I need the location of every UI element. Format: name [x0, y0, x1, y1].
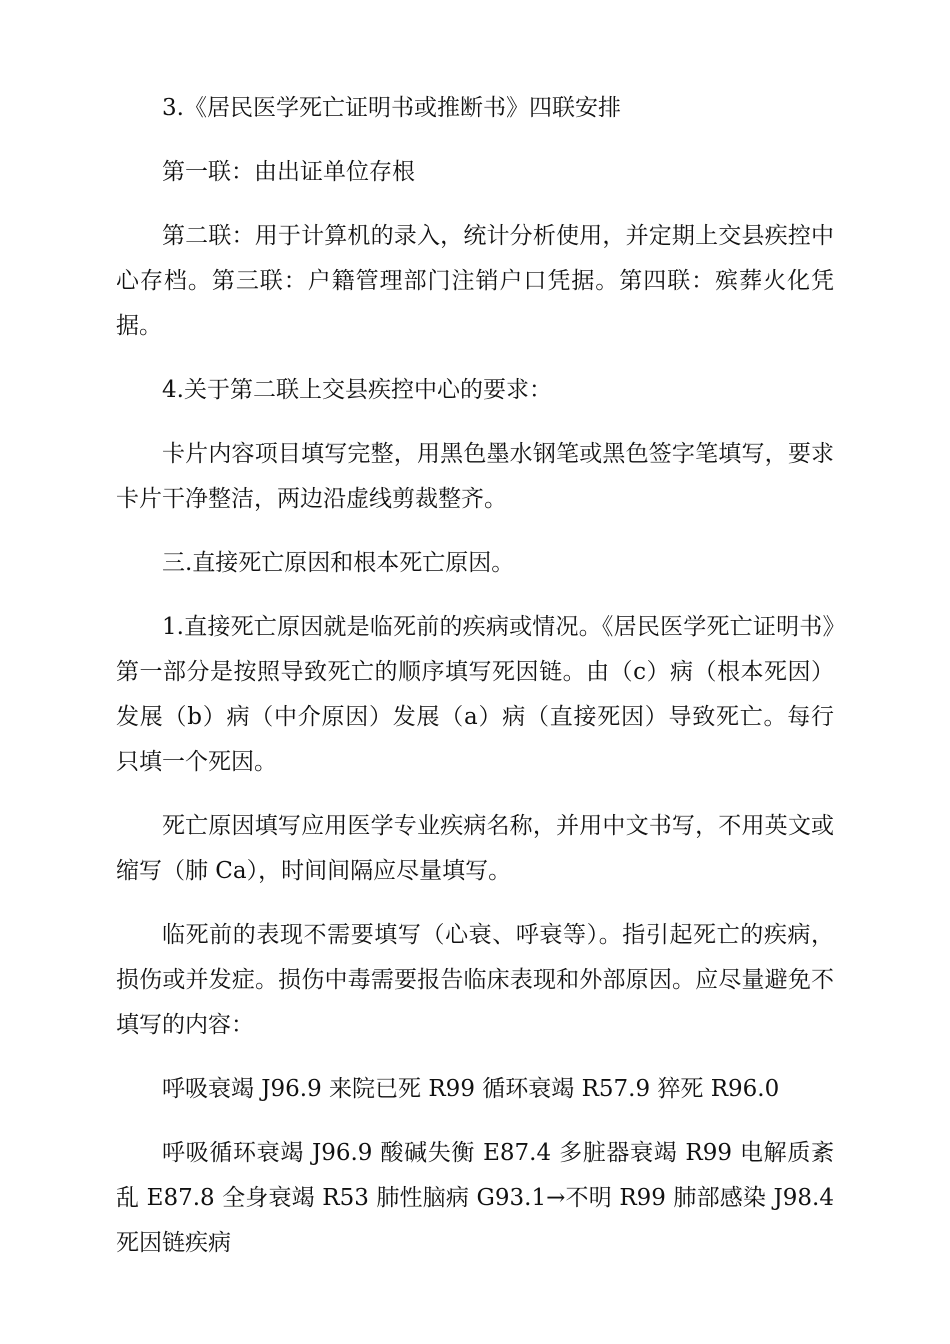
paragraph-second-third-fourth-copies: 第二联：用于计算机的录入，统计分析使用，并定期上交县疾控中心存档。第三联：户籍管理部门注销户口凭据。第四联：殡葬火化凭据。	[116, 223, 834, 339]
paragraph-avoid-terminal-symptoms: 临死前的表现不需要填写（心衰、呼衰等）。指引起死亡的疾病，损伤或并发症。损伤中毒需要报告临床表现和外部原因。应尽量避免不填写的内容：	[116, 922, 834, 1038]
document-body	[116, 86, 834, 1285]
paragraph-card-filling-requirements: 卡片内容项目填写完整，用黑色墨水钢笔或黑色签字笔填写，要求卡片干净整洁，两边沿虚线剪裁整齐。	[116, 441, 834, 512]
paragraph-first-copy: 第一联：由出证单位存根	[162, 159, 415, 185]
paragraph-cause-naming-rules: 死亡原因填写应用医学专业疾病名称，并用中文书写，不用英文或缩写（肺 Ca），时间间隔应尽量填写。	[116, 813, 834, 884]
paragraph-code-list-2: 呼吸循环衰竭 J96.9 酸碱失衡 E87.4 多脏器衰竭 R99 电解质紊乱 E87.8 全身衰竭 R53 肺性脑病 G93.1→不明 R99 肺部感染 J98.4 死因链疾病	[116, 1140, 834, 1256]
paragraph-death-certificate-copies-heading: 3.《居民医学死亡证明书或推断书》四联安排	[162, 95, 621, 121]
paragraph-second-copy-requirements-heading: 4.关于第二联上交县疾控中心的要求：	[162, 377, 552, 403]
paragraph-code-list-1: 呼吸衰竭 J96.9 来院已死 R99 循环衰竭 R57.9 猝死 R96.0	[162, 1076, 780, 1102]
paragraph-direct-cause-definition: 1.直接死亡原因就是临死前的疾病或情况。《居民医学死亡证明书》第一部分是按照导致死亡的顺序填写死因链。由（c）病（根本死因）发展（b）病（中介原因）发展（a）病（直接死因）导致死亡。每行只填一个死因。	[116, 614, 834, 775]
section-heading-causes-of-death: 三.直接死亡原因和根本死亡原因。	[162, 550, 515, 576]
